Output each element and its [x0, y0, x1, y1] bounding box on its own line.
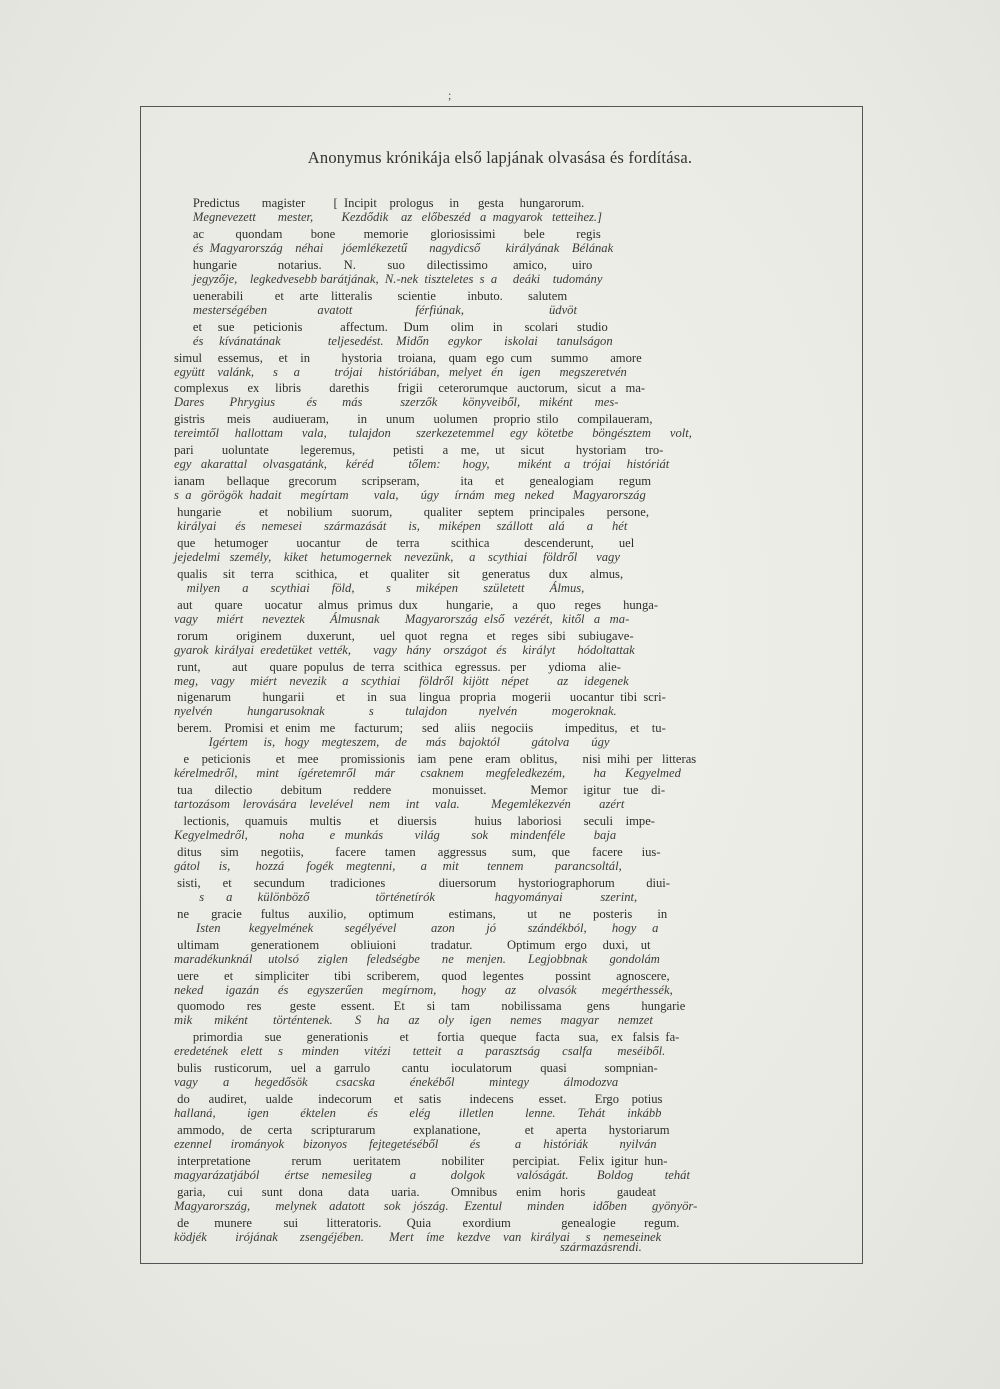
line-pair	[174, 690, 822, 720]
latin-line: hungarie et nobilium suorum, qualiter septem principales persone,	[174, 505, 649, 519]
hungarian-line: Magyarország, melynek adatott sok jószág. Ezentul minden időben gyönyör-	[174, 1198, 698, 1213]
line-pair	[174, 721, 822, 751]
latin-line: de munere sui litteratoris. Quia exordium genealogie regum.	[174, 1215, 680, 1230]
hungarian-line: gátol is, hozzá fogék megtenni, a mit tennem parancsoltál,	[174, 858, 622, 873]
hungarian-line: jejedelmi személy, kiket hetumogernek nevezünk, a scythiai földről vagy	[174, 549, 620, 564]
line-pair	[174, 196, 822, 226]
latin-line: primordia sue generationis et fortia queque facta sua, ex falsis fa-	[174, 1030, 680, 1045]
line-pair	[174, 845, 822, 875]
last-translation-line: származásrendi.	[560, 1240, 642, 1254]
hungarian-line: nyelvén hungarusoknak s tulajdon nyelvén mogeroknak.	[174, 704, 617, 719]
line-pair	[174, 660, 822, 690]
hungarian-line: Kegyelmedről, noha e munkás világ sok mindenféle baja	[174, 828, 617, 842]
hungarian-line: s a különböző történetírók hagyományai szerint,	[174, 889, 638, 904]
latin-line: uere et simpliciter tibi scriberem, quod legentes possint agnoscere,	[174, 968, 670, 983]
latin-line: lectionis, quamuis multis et diuersis huius laboriosi seculi impe-	[174, 814, 655, 828]
hungarian-line: és kívánatának teljesedést. Midőn egykor iskolai tanulságon	[174, 333, 613, 348]
latin-line: garia, cui sunt dona data uaria. Omnibus enim horis gaudeat	[174, 1184, 656, 1199]
latin-line: pari uoluntate legeremus, petisti a me, ut sicut hystoriam tro-	[174, 443, 664, 458]
line-pair	[174, 381, 822, 411]
hungarian-line: meg, vagy miért nevezik a scythiai földről kijött népet az idegenek	[174, 673, 629, 688]
line-pair	[174, 876, 822, 906]
line-pair	[174, 907, 822, 937]
latin-line: ammodo, de certa scripturarum explanatione, et aperta hystoriarum	[174, 1123, 670, 1137]
hungarian-line: ezennel irományok bizonyos fejtegetéséből és a históriák nyilván	[174, 1137, 657, 1151]
line-pair	[174, 536, 822, 566]
line-pair	[174, 1216, 822, 1246]
hungarian-line: gyarok királyai eredetüket vették, vagy hány országot és királyt hódoltattak	[174, 642, 635, 657]
latin-line: aut quare uocatur almus primus dux hungarie, a quo reges hunga-	[174, 597, 659, 612]
line-pair	[174, 351, 822, 381]
latin-line: do audiret, ualde indecorum et satis indecens esset. Ergo potius	[174, 1092, 663, 1107]
latin-line: tua dilectio debitum reddere monuisset. Memor igitur tue di-	[174, 783, 666, 798]
line-pair	[174, 474, 822, 504]
latin-line: sisti, et secundum tradiciones diuersorum hystoriographorum diui-	[174, 875, 670, 890]
line-pair	[174, 629, 822, 659]
hungarian-line: vagy a hegedősök csacska énekéből mintegy álmodozva	[174, 1075, 619, 1090]
hungarian-line: magyarázatjából értse nemesileg a dolgok valóságát. Boldog tehát	[174, 1167, 690, 1182]
line-pair	[174, 814, 822, 844]
line-pair	[174, 320, 822, 350]
hungarian-line: Dares Phrygius és más szerzők könyveiből, miként mes-	[174, 395, 619, 410]
hungarian-line: együtt valánk, s a trójai históriában, melyet én igen megszeretvén	[174, 364, 627, 379]
hungarian-line: Igértem is, hogy megteszem, de más bajoktól gátolva úgy	[174, 735, 610, 750]
latin-line: rorum originem duxerunt, uel quot regna et reges sibi subiugave-	[174, 628, 634, 643]
hungarian-line: ködjék irójának zsengéjében. Mert íme kezdve van királyai s nemeseinek	[174, 1229, 662, 1244]
line-pair	[174, 783, 822, 813]
latin-line: et sue peticionis affectum. Dum olim in scolari studio	[174, 319, 608, 334]
hungarian-line: tartozásom lerovására levelével nem int vala. Megemlékezvén azért	[174, 797, 625, 812]
line-pair	[174, 567, 822, 597]
latin-line: runt, aut quare populus de terra scithica egressus. per ydioma alie-	[174, 659, 621, 674]
line-pair	[174, 1123, 822, 1153]
latin-line: quomodo res geste essent. Et si tam nobilissama gens hungarie	[174, 999, 686, 1014]
latin-line: hungarie notarius. N. suo dilectissimo amico, uiro	[174, 257, 593, 272]
hungarian-line: jegyzője, legkedvesebb barátjának, N.-nek tiszteletes s a deáki tudomány	[174, 271, 603, 286]
hungarian-line: neked igazán és egyszerűen megírnom, hogy az olvasók megérthessék,	[174, 982, 673, 997]
hungarian-line: és Magyarország néhai jóemlékezetű nagydicső királyának Bélának	[174, 240, 614, 255]
hungarian-line: hallaná, igen éktelen és elég illetlen lenne. Tehát inkább	[174, 1106, 662, 1121]
latin-line: ne gracie fultus auxilio, optimum estimans, ut ne posteris in	[174, 906, 668, 921]
hungarian-line: Isten kegyelmének segélyével azon jó szándékból, hogy a	[174, 920, 659, 935]
line-pair	[174, 412, 822, 442]
latin-line: ditus sim negotiis, facere tamen aggressus sum, que facere ius-	[174, 844, 661, 859]
line-pair	[174, 443, 822, 473]
latin-line: gistris meis audiueram, in unum uolumen proprio stilo compilaueram,	[174, 412, 653, 427]
latin-line: ultimam generationem obliuioni tradatur. Optimum ergo duxi, ut	[174, 937, 651, 952]
line-pair	[174, 1185, 822, 1215]
latin-line: e peticionis et mee promissionis iam pene eram oblitus, nisi mihi per litteras	[174, 752, 697, 767]
hungarian-line: mik miként történtenek. S ha az oly igen nemes magyar nemzet	[174, 1013, 653, 1028]
hungarian-line: maradékunknál utolsó ziglen feledségbe ne menjen. Legjobbnak gondolám	[174, 951, 660, 966]
latin-line: nigenarum hungarii et in sua lingua propria mogerii uocantur tibi scri-	[174, 690, 666, 705]
hungarian-line: milyen a scythiai föld, s miképen született Álmus,	[174, 580, 585, 595]
line-pair	[174, 969, 822, 999]
latin-line: complexus ex libris darethis frigii ceterorumque auctorum, sicut a ma-	[174, 381, 646, 396]
latin-line: berem. Promisi et enim me facturum; sed aliis negociis impeditus, et tu-	[174, 721, 666, 736]
hungarian-line: s a görögök hadait megírtam vala, úgy írnám meg neked Magyarország	[174, 488, 646, 503]
page-mark: ;	[448, 88, 452, 102]
line-pair	[174, 598, 822, 628]
line-pair	[174, 505, 822, 535]
latin-line: uenerabili et arte litteralis scientie inbuto. salutem	[174, 288, 568, 303]
line-pair	[174, 227, 822, 257]
hungarian-line: mesterségében avatott férfiúnak, üdvöt	[174, 302, 577, 317]
line-pair	[174, 999, 822, 1029]
page-title: Anonymus krónikája első lapjának olvasása és fordítása.	[307, 148, 693, 167]
hungarian-line: eredetének elett s minden vitézi tetteit a parasztság csalfa meséiből.	[174, 1044, 666, 1059]
hungarian-line: Megnevezett mester, Kezdődik az előbeszéd a magyarok tetteihez.]	[174, 210, 602, 224]
line-pair	[174, 1061, 822, 1091]
latin-line: ac quondam bone memorie gloriosissimi bele regis	[174, 226, 601, 241]
latin-line: ianam bellaque grecorum scripseram, ita et genealogiam regum	[174, 474, 652, 489]
hungarian-line: királyai és nemesei származását is, miképen szállott alá a hét	[174, 519, 628, 533]
line-pair	[174, 1030, 822, 1060]
hungarian-line: vagy miért neveztek Álmusnak Magyarország első vezérét, kitől a ma-	[174, 611, 630, 626]
latin-line: qualis sit terra scithica, et qualiter sit generatus dux almus,	[174, 566, 624, 581]
latin-line: bulis rusticorum, uel a garrulo cantu ioculatorum quasi sompnian-	[174, 1061, 658, 1076]
latin-line: simul essemus, et in hystoria troiana, quam ego cum summo amore	[174, 350, 642, 365]
line-pair	[174, 1092, 822, 1122]
line-pair	[174, 258, 822, 288]
latin-line: que hetumoger uocantur de terra scithica descenderunt, uel	[174, 535, 635, 550]
line-pair	[174, 938, 822, 968]
latin-line: Predictus magister [ Incipit prologus in gesta hungarorum.	[174, 196, 585, 210]
hungarian-line: egy akarattal olvasgatánk, kéréd tőlem: hogy, miként a trójai históriát	[174, 457, 670, 472]
latin-line: interpretatione rerum ueritatem nobiliter percipiat. Felix igitur hun-	[174, 1153, 668, 1168]
line-pair	[174, 289, 822, 319]
hungarian-line: kérelmedről, mint ígéretemről már csaknem megfeledkezém, ha Kegyelmed	[174, 766, 681, 781]
line-pair	[174, 752, 822, 782]
line-pair	[174, 1154, 822, 1184]
hungarian-line: tereimtől hallottam vala, tulajdon szerkezetemmel egy kötetbe böngésztem volt,	[174, 426, 692, 441]
